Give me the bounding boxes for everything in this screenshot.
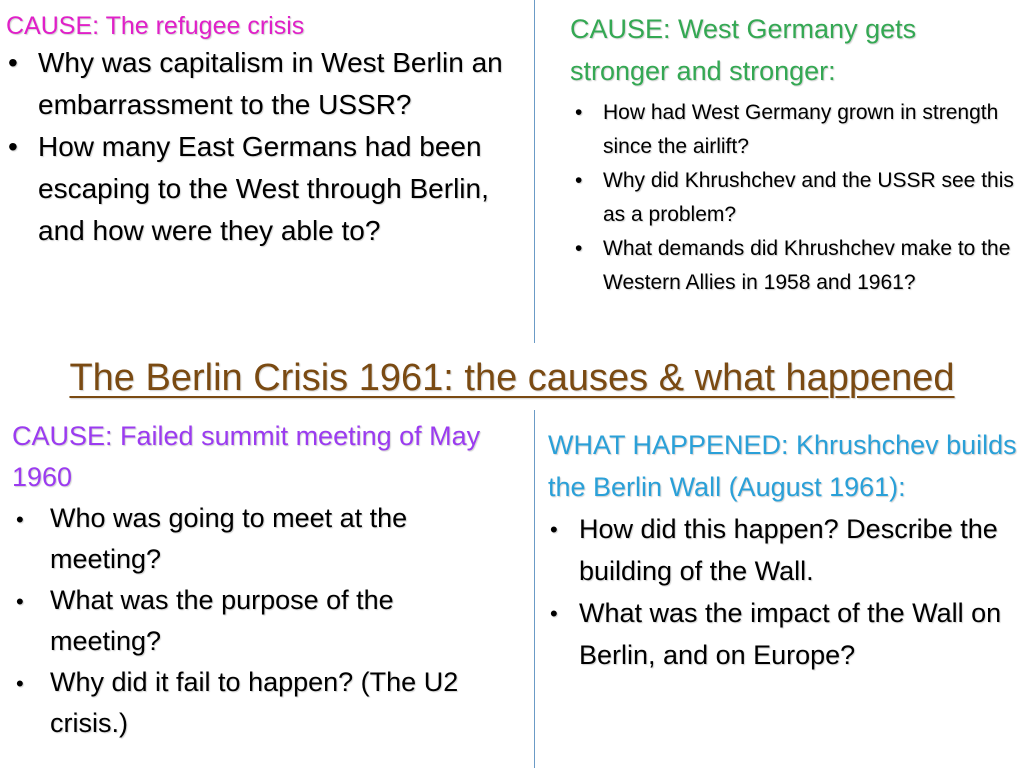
- list-item: [548, 508, 1018, 592]
- list-item: [570, 164, 1020, 232]
- vertical-divider-bottom: [534, 410, 535, 768]
- panel-heading: CAUSE: The refugee crisis: [6, 12, 305, 40]
- bullet-icon: •: [575, 101, 583, 124]
- title-block: [0, 352, 1024, 404]
- bullet-icon: •: [16, 589, 24, 614]
- question-list: [570, 96, 1020, 300]
- list-item: [6, 126, 516, 252]
- question-text: Why did Khrushchev and the USSR see this as a problem?: [603, 169, 1014, 226]
- bullet-icon: •: [550, 601, 558, 626]
- question-text: How had West Germany grown in strength since the airlift?: [603, 101, 999, 158]
- bullet-icon: •: [8, 47, 18, 78]
- question-list: [548, 508, 1018, 676]
- bullet-icon: •: [575, 169, 583, 192]
- page-title: The Berlin Crisis 1961: the causes & what happened: [69, 357, 955, 399]
- list-item: [12, 662, 492, 744]
- question-text: How did this happen? Describe the building of the Wall.: [579, 514, 998, 586]
- panel-berlin-wall: [548, 424, 1018, 676]
- question-list: [12, 498, 492, 744]
- panel-west-germany: [570, 8, 1020, 300]
- question-text: Why did it fail to happen? (The U2 crisis.): [50, 667, 459, 738]
- list-item: [6, 42, 516, 126]
- bullet-icon: •: [16, 507, 24, 532]
- panel-heading: CAUSE: Failed summit meeting of May 1960: [12, 421, 481, 492]
- panel-failed-summit: [12, 416, 492, 744]
- list-item: [548, 592, 1018, 676]
- question-text: What was the impact of the Wall on Berlin, and on Europe?: [579, 598, 1002, 670]
- list-item: [570, 96, 1020, 164]
- panel-refugee-crisis: [6, 10, 516, 252]
- question-text: What was the purpose of the meeting?: [50, 585, 394, 656]
- question-list: [6, 42, 516, 252]
- list-item: [12, 498, 492, 580]
- bullet-icon: •: [16, 671, 24, 696]
- list-item: [570, 232, 1020, 300]
- question-text: Who was going to meet at the meeting?: [50, 503, 408, 574]
- panel-heading: WHAT HAPPENED: Khrushchev builds the Berlin Wall (August 1961):: [548, 430, 1017, 502]
- bullet-icon: •: [575, 237, 583, 260]
- vertical-divider-top: [534, 0, 535, 343]
- question-text: How many East Germans had been escaping to the West through Berlin, and how were they able to?: [38, 131, 489, 246]
- question-text: Why was capitalism in West Berlin an embarrassment to the USSR?: [38, 47, 503, 120]
- question-text: What demands did Khrushchev make to the Western Allies in 1958 and 1961?: [603, 237, 1011, 294]
- bullet-icon: •: [8, 131, 18, 162]
- panel-heading: CAUSE: West Germany gets stronger and stronger:: [570, 14, 917, 86]
- bullet-icon: •: [550, 517, 558, 542]
- list-item: [12, 580, 492, 662]
